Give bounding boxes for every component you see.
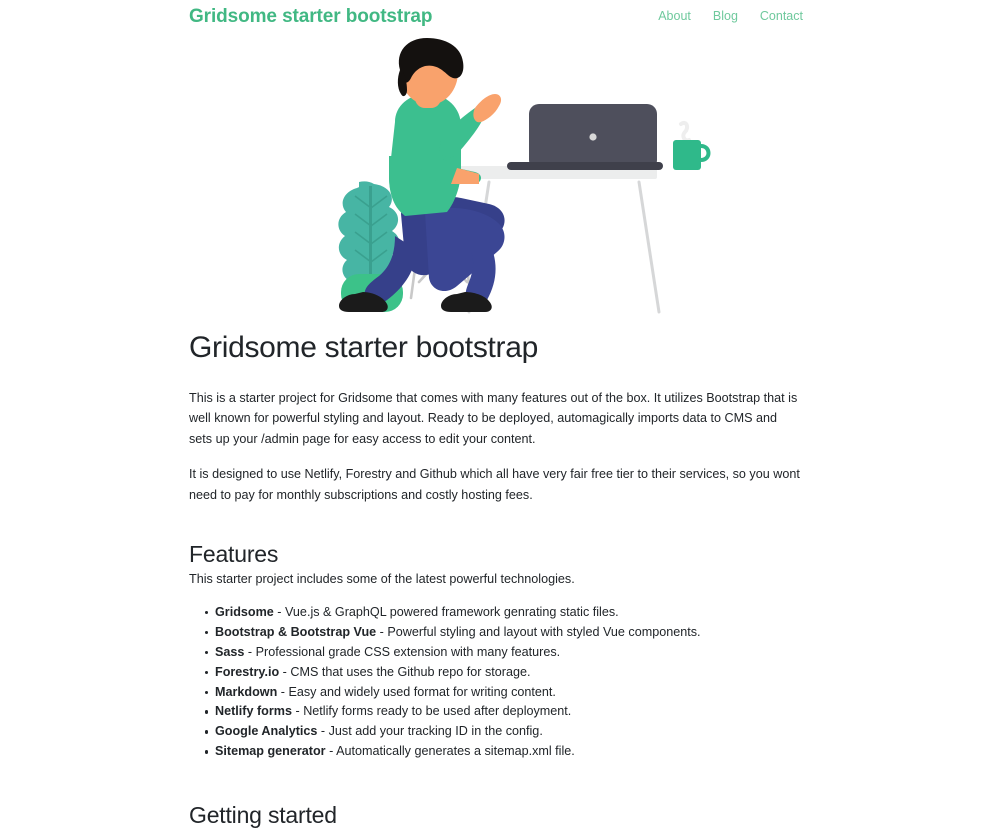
person-at-desk-illustration — [189, 36, 803, 316]
main-content — [189, 330, 803, 830]
list-item — [189, 702, 803, 722]
feature-description: CMS that uses the Github repo for storage. — [290, 664, 531, 679]
feature-separator: - — [279, 664, 291, 679]
feature-description: Netlify forms ready to be used after deployment. — [303, 704, 572, 719]
feature-separator: - — [317, 724, 329, 739]
coffee-mug-icon — [673, 123, 709, 170]
feature-name: Sitemap generator — [215, 744, 326, 759]
feature-name: Bootstrap & Bootstrap Vue — [215, 624, 377, 639]
hero-illustration — [189, 36, 803, 316]
site-header — [0, 0, 992, 32]
list-item — [189, 742, 803, 762]
feature-name: Google Analytics — [215, 724, 318, 739]
feature-description: Powerful styling and layout with styled Vue components. — [387, 624, 701, 639]
getting-started-heading: Getting started — [189, 802, 337, 829]
nav-link-contact[interactable]: Contact — [759, 8, 803, 23]
list-item — [189, 643, 803, 663]
list-item — [189, 722, 803, 742]
site-brand-logo[interactable]: Gridsome starter bootstrap — [189, 5, 433, 27]
main-navigation — [658, 10, 803, 23]
feature-separator: - — [273, 604, 285, 619]
getting-started-section — [189, 802, 803, 830]
page-title: Gridsome starter bootstrap — [189, 331, 539, 364]
feature-description: Just add your tracking ID in the config. — [328, 724, 543, 739]
feature-name: Gridsome — [215, 604, 274, 619]
feature-description: Vue.js & GraphQL powered framework genrating static files. — [285, 604, 619, 619]
features-heading: Features — [189, 540, 279, 567]
laptop-icon — [507, 104, 663, 170]
features-intro: This starter project includes some of the latest powerful technologies. — [189, 571, 575, 586]
intro-paragraph-2: It is designed to use Netlify, Forestry and Github which all have very fair free tier to their services, so you wont need to pay for monthly subscriptions and costly hosting fees. — [189, 467, 800, 502]
feature-separator: - — [376, 624, 388, 639]
feature-description: Easy and widely used format for writing content. — [288, 684, 556, 699]
feature-name: Markdown — [215, 684, 278, 699]
list-item — [189, 623, 803, 643]
feature-separator: - — [244, 644, 256, 659]
feature-separator: - — [325, 744, 337, 759]
list-item — [189, 663, 803, 683]
list-item — [189, 683, 803, 703]
intro-paragraph-1: This is a starter project for Gridsome that comes with many features out of the box. It utilizes Bootstrap that is well known for powerful styling and layout. Ready to be deployed, automagically imports data to CMS and sets up your /admin page for easy access to edit your content. — [189, 391, 798, 446]
feature-list — [189, 603, 803, 762]
features-section — [189, 541, 803, 762]
nav-link-blog[interactable]: Blog — [712, 8, 738, 23]
feature-description: Automatically generates a sitemap.xml file. — [336, 744, 575, 759]
feature-description: Professional grade CSS extension with many features. — [255, 644, 561, 659]
feature-name: Netlify forms — [215, 704, 292, 719]
list-item — [189, 603, 803, 623]
feature-separator: - — [277, 684, 289, 699]
feature-separator: - — [291, 704, 304, 719]
nav-link-about[interactable]: About — [658, 8, 691, 23]
feature-name: Sass — [215, 644, 245, 659]
feature-name: Forestry.io — [215, 664, 280, 679]
